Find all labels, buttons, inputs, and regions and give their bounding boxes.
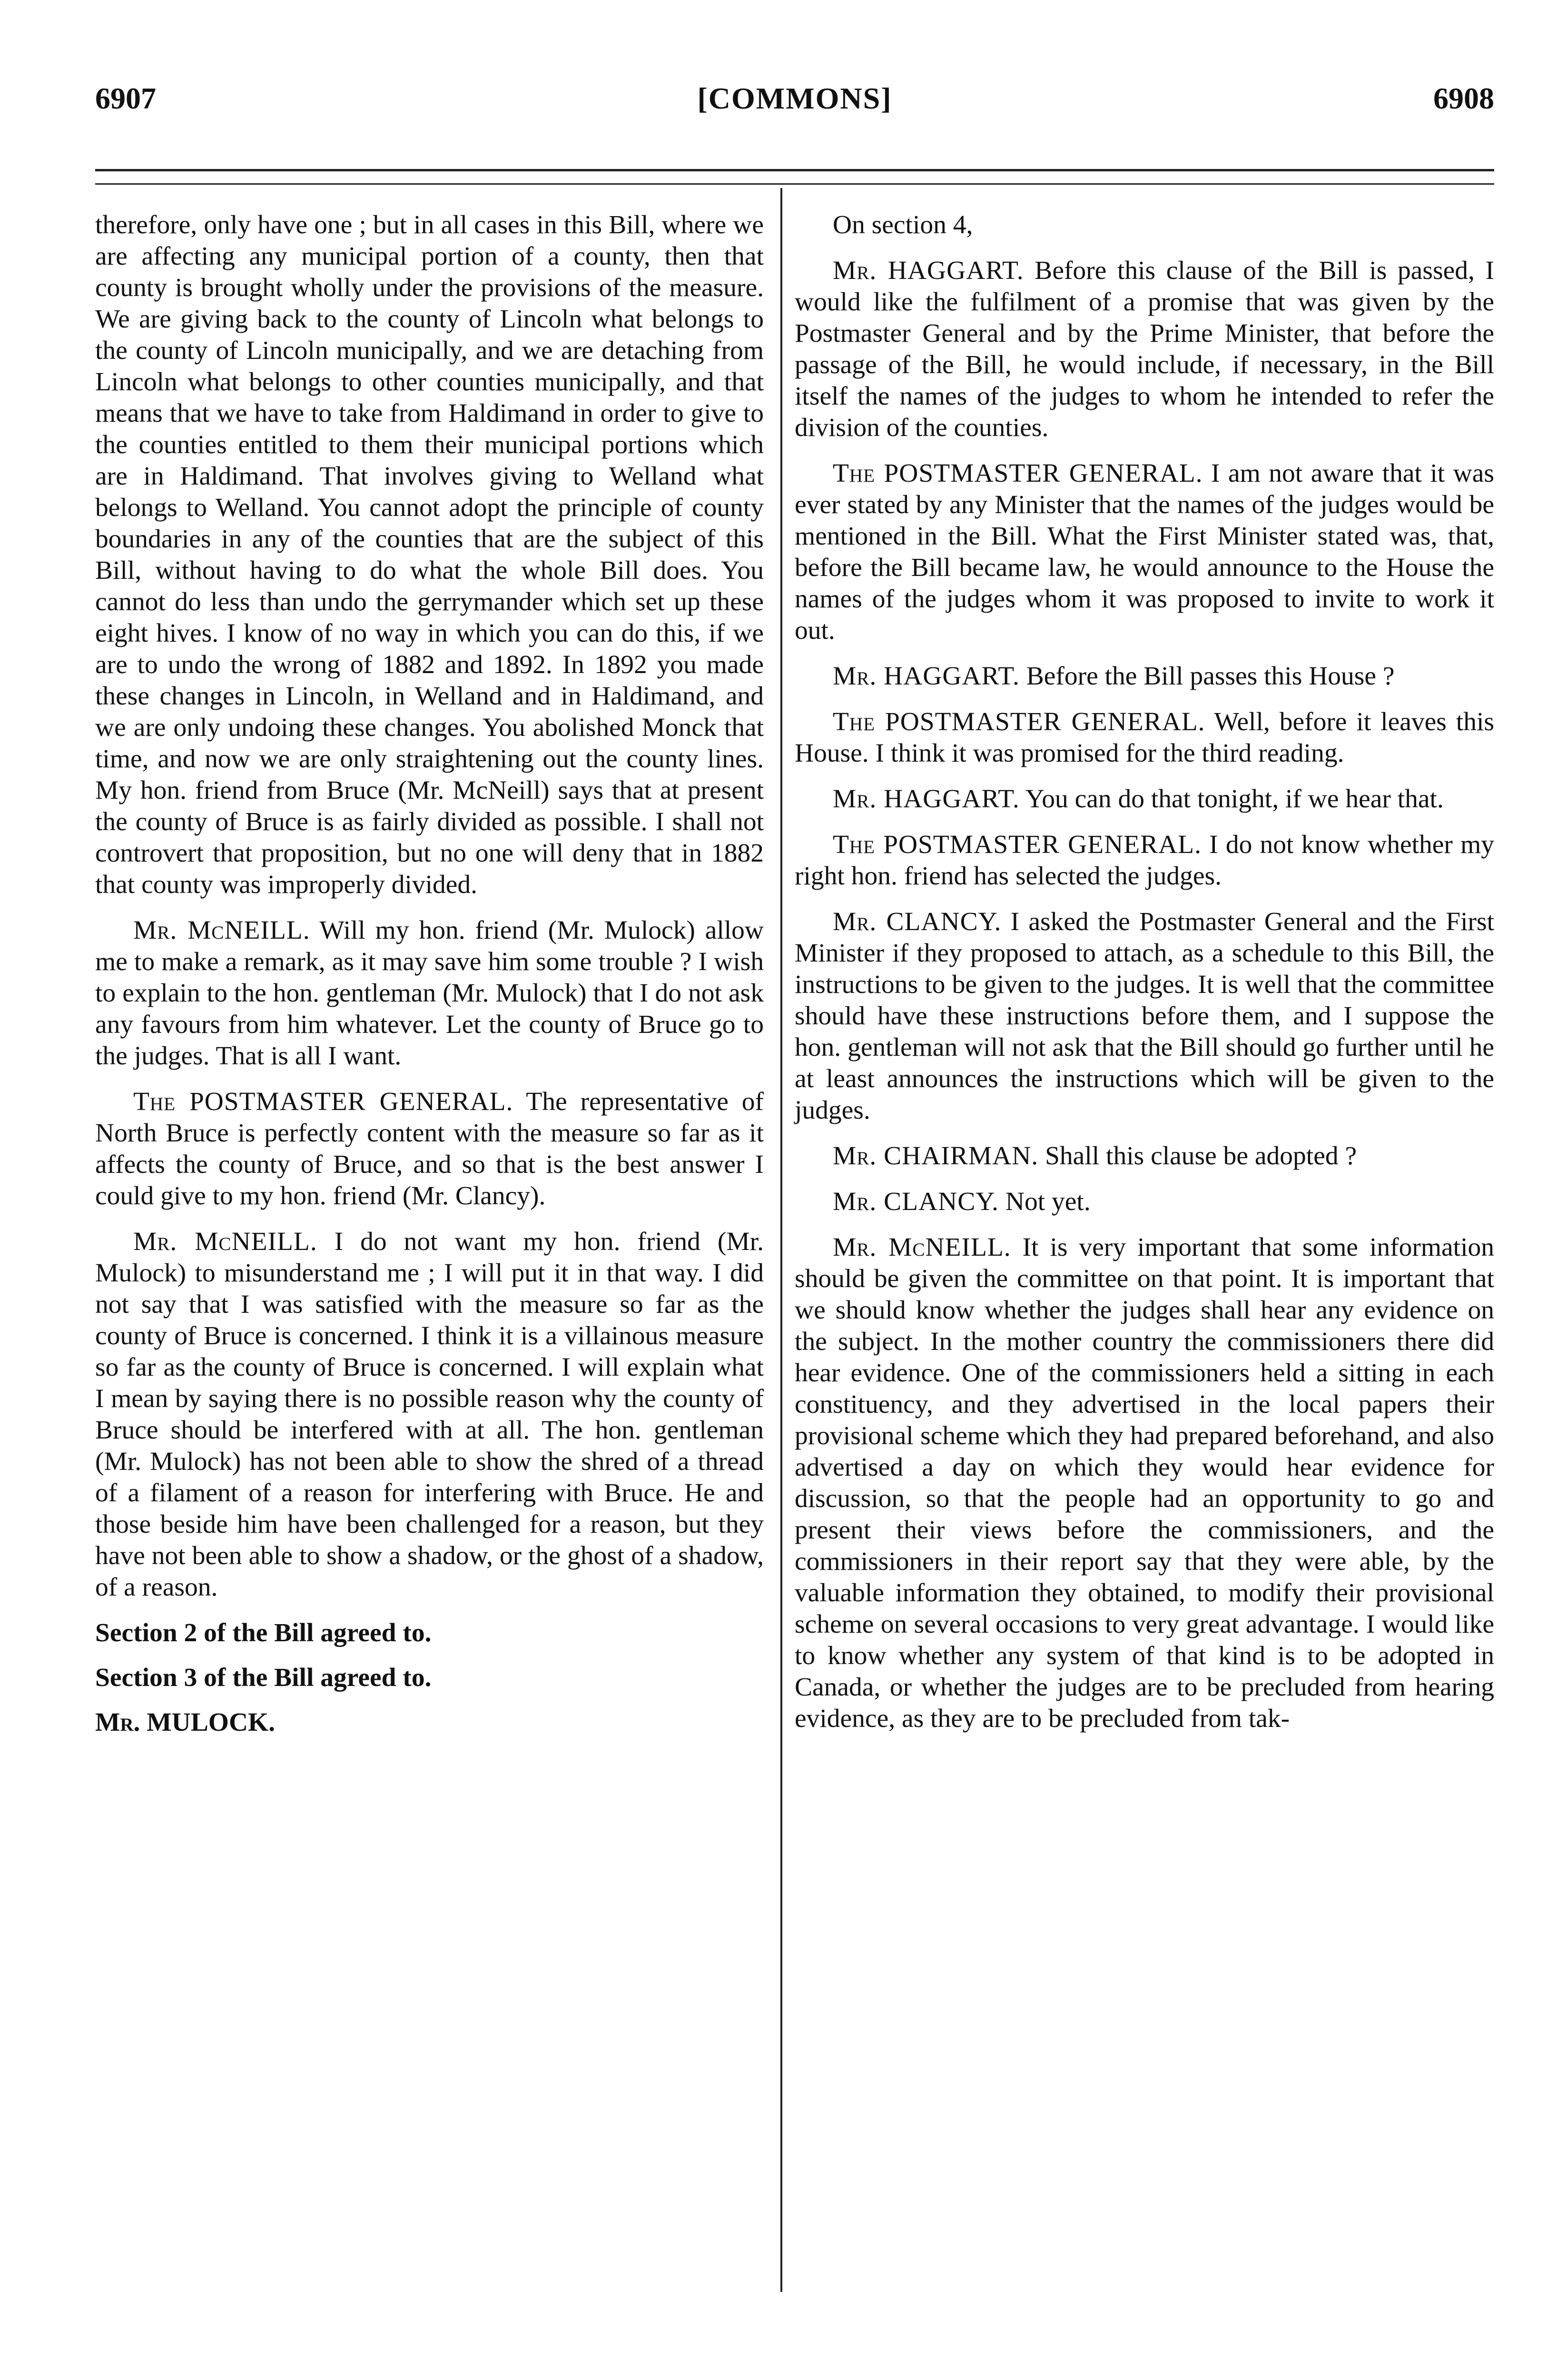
speech-haggart-1 — [795, 255, 1494, 444]
speech-text: Before the Bill passes this House ? — [1026, 662, 1395, 691]
page-header — [95, 81, 1494, 138]
speaker-name: Mr. McNEILL. — [133, 1227, 317, 1256]
speaker-name: Mr. CHAIRMAN. — [833, 1141, 1039, 1170]
speech-text: The representative of North Bruce is perfectly content with the measure so far as it affects the county of Bruce, and so that is the best answer I could give to my hon. friend (Mr. Clancy). — [95, 1087, 764, 1210]
speaker-name: The POSTMASTER GENERAL. — [833, 830, 1202, 859]
speech-text: You can do that tonight, if we hear that. — [1025, 784, 1444, 813]
speech-postmaster-2 — [795, 458, 1494, 646]
header-rule-top — [95, 169, 1494, 171]
speech-text: I asked the Postmaster General and the First Minister if they proposed to attach, as a schedule to this Bill, the instructions to be given to the judges. It is well that the committee should have these instructions before them, and I suppose the hon. gentleman will not ask that the Bill should go further until he at least announces the instructions which will be given to the judges. — [795, 907, 1495, 1125]
speech-text: I do not know whether my right hon. friend has selected the judges. — [795, 830, 1495, 891]
speaker-name: The POSTMASTER GENERAL. — [133, 1087, 513, 1116]
speaker-name: Mr. CLANCY. — [833, 907, 1002, 936]
column-divider — [780, 188, 782, 2292]
speech-clancy-1 — [795, 906, 1494, 1126]
speech-text: It is very important that some information should be given the committee on that point. It is important that we should know whether the judges shall hear any evidence on the subject. In the mother country the commissioners there did hear evidence. One of the commissioners held a sitting in each constituency, and they advertised in the local papers their provisional scheme which they had prepared beforehand, and also advertised a day on which they would hear evidence for discussion, so that the people had an opportunity to go and present their views before the commissioners, and the commissioners in their report say that they were able, by the valuable information they obtained, to modify their provisional scheme on several occasions to very great advantage. I would like to know whether any system of that kind is to be adopted in Canada, or whether the judges are to be precluded from hearing evidence, as they are to be precluded from tak- — [795, 1233, 1495, 1733]
motion-section-3: Section 3 of the Bill agreed to. — [95, 1663, 432, 1692]
speech-postmaster-3 — [795, 706, 1494, 769]
speech-chairman-1 — [795, 1140, 1494, 1172]
motion-section-2: Section 2 of the Bill agreed to. — [95, 1618, 432, 1647]
speech-mcneill-1 — [95, 915, 764, 1072]
paragraph-text: therefore, only have one ; but in all cases in this Bill, where we are affecting any municipal portion of a county, then that county is brought wholly under the provisions of the measure. We are giving back to the county of Lincoln what belongs to the county of Lincoln municipally, and we are detaching from Lincoln what belongs to other counties municipally, and that means that we have to take from Haldimand in order to give to the counties entitled to them their municipal portions which are in Haldimand. That involves giving to Welland what belongs to Welland. You cannot adopt the principle of county boundaries in any of the counties that are the subject of this Bill, without having to do what the whole Bill does. You cannot do less than undo the gerrymander which set up these eight hives. I know of no way in which you can do this, if we are to undo the wrong of 1882 and 1892. In 1892 you made these changes in Lincoln, in Welland and in Haldimand, and we are only undoing these changes. You abolished Monck that time, and now we are only straightening out the county lines. My hon. friend from Bruce (Mr. McNeill) says that at present the county of Bruce is as fairly divided as possible. I shall not controvert that proposition, but no one will deny that in 1882 that county was improperly divided. — [95, 210, 764, 899]
speech-clancy-2 — [795, 1186, 1494, 1218]
speech-mcneill-2 — [95, 1226, 764, 1603]
speaker-name: Mr. McNEILL. — [133, 916, 310, 945]
right-column — [795, 209, 1494, 1749]
speaker-name: The POSTMASTER GENERAL. — [833, 459, 1203, 488]
speech-text: Not yet. — [1005, 1187, 1091, 1216]
speech-haggart-2 — [795, 661, 1494, 692]
speaker-name: Mr. HAGGART. — [833, 256, 1024, 285]
page-title: [COMMONS] — [697, 81, 892, 115]
paragraph-continuation — [95, 209, 764, 901]
speaker-name: The POSTMASTER GENERAL. — [833, 707, 1205, 736]
running-footer-caption: Mr. MULOCK. — [95, 1708, 276, 1737]
header-rule-bottom — [95, 183, 1494, 185]
speech-postmaster-4 — [795, 829, 1494, 892]
page-number-right: 6908 — [1433, 81, 1494, 115]
section-heading — [795, 209, 1494, 241]
speech-text: Before this clause of the Bill is passed, I would like the fulfilment of a promise that was given by the Postmaster General and by the Prime Minister, that before the passage of the Bill, he would include, if necessary, in the Bill itself the names of the judges to whom he intended to refer the division of the counties. — [795, 256, 1495, 442]
speech-text: Will my hon. friend (Mr. Mulock) allow me to make a remark, as it may save him some trouble ? I wish to explain to the hon. gentleman (Mr. Mulock) that I do not ask any favours from him whatever. Let the county of Bruce go to the judges. That is all I want. — [95, 916, 764, 1071]
left-column — [95, 209, 764, 1748]
page-number-left: 6907 — [95, 81, 156, 115]
speaker-name: Mr. McNEILL. — [833, 1233, 1011, 1262]
speaker-name: Mr. HAGGART. — [833, 784, 1020, 813]
speech-text: Well, before it leaves this House. I think it was promised for the third reading. — [795, 707, 1495, 768]
speaker-name: Mr. CLANCY. — [833, 1187, 999, 1216]
speech-postmaster-1 — [95, 1086, 764, 1212]
section-heading-text: On section 4, — [833, 210, 973, 239]
speech-haggart-3 — [795, 783, 1494, 815]
speech-text: Shall this clause be adopted ? — [1045, 1141, 1357, 1170]
speech-text: I do not want my hon. friend (Mr. Mulock) to misunderstand me ; I will put it in that way. I did not say that I was satisfied with the measure so far as the county of Bruce is concerned. I think it is a villainous measure so far as the county of Bruce is concerned. I will explain what I mean by saying there is no possible reason why the county of Bruce should be interfered with at all. The hon. gentleman (Mr. Mulock) has not been able to show the shred of a thread of a filament of a reason for interfering with Bruce. He and those beside him have been challenged for a reason, but they have not been able to show a shadow, or the ghost of a shadow, of a reason. — [95, 1227, 764, 1602]
speech-mcneill-3 — [795, 1232, 1494, 1735]
speech-text: I am not aware that it was ever stated by any Minister that the names of the judges would be mentioned in the Bill. What the First Minister stated was, that, before the Bill became law, he would announce to the House the names of the judges whom it was proposed to invite to work it out. — [795, 459, 1495, 645]
speaker-name: Mr. HAGGART. — [833, 662, 1020, 691]
